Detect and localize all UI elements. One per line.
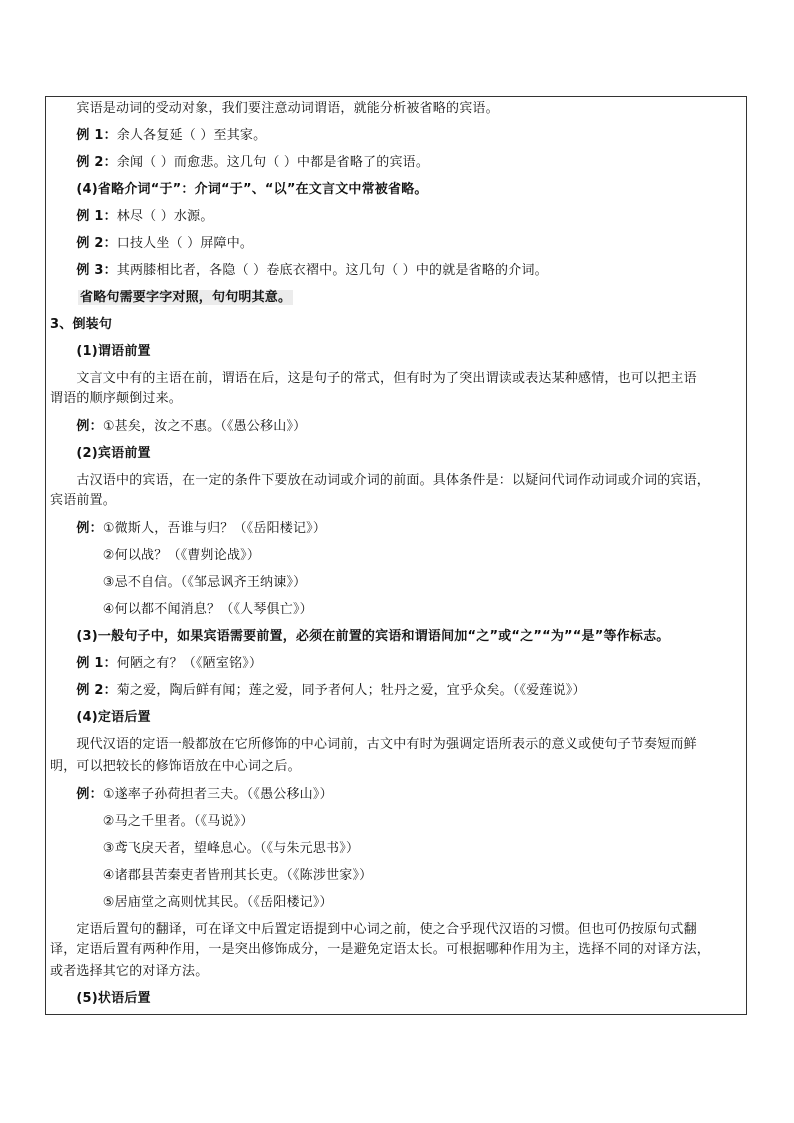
section-heading: 3、倒装句 bbox=[50, 317, 113, 332]
body-text: 或者选择其它的对译方法。 bbox=[50, 964, 209, 979]
text-line bbox=[50, 574, 306, 592]
example-label: 例： bbox=[50, 521, 103, 536]
text-line bbox=[50, 921, 697, 939]
text-line bbox=[50, 343, 151, 361]
text-line bbox=[50, 390, 182, 408]
body-text: 明，可以把较长的修饰语放在中心词之后。 bbox=[50, 759, 301, 774]
body-text: 古汉语中的宾语，在一定的条件下要放在动词或介词的前面。具体条件是：以疑问代词作动词或介词的宾语， bbox=[50, 473, 711, 488]
section-heading: (4)定语后置 bbox=[50, 710, 151, 725]
text-line bbox=[50, 758, 301, 776]
text-line bbox=[50, 472, 710, 490]
text-line bbox=[50, 813, 254, 831]
body-text: 文言文中有的主语在前，谓语在后，这是句子的常式，但有时为了突出谓读或表达某种感情，也可以把主语 bbox=[50, 371, 697, 386]
section-heading: (1)谓语前置 bbox=[50, 344, 151, 359]
text-line bbox=[50, 547, 260, 565]
text-line bbox=[50, 520, 326, 538]
text-line bbox=[50, 867, 372, 885]
text-line bbox=[50, 894, 333, 912]
example-label: 例： bbox=[50, 787, 103, 802]
text-line bbox=[50, 181, 428, 199]
body-text: 林尽（ ）水源。 bbox=[116, 209, 214, 224]
text-line bbox=[50, 990, 151, 1008]
example-label: 例 2： bbox=[50, 683, 117, 698]
text-line bbox=[50, 445, 151, 463]
text-line bbox=[50, 628, 669, 646]
example-label: 例 2： bbox=[50, 236, 117, 251]
body-text: 宾语是动词的受动对象，我们要注意动词谓语，就能分析被省略的宾语。 bbox=[50, 101, 499, 116]
text-line bbox=[50, 655, 262, 673]
text-line bbox=[50, 316, 112, 334]
body-text: 余人各复延（ ）至其家。 bbox=[116, 128, 267, 143]
highlight-note: 省略句需要字字对照，句句明其意。 bbox=[80, 290, 292, 305]
body-text: ②马之千里者。（《马说》） bbox=[50, 814, 254, 829]
body-text: ②何以战？（《曹刿论战》） bbox=[50, 548, 261, 563]
body-text: 余闻（ ）而愈悲。这几句（ ）中都是省略了的宾语。 bbox=[116, 155, 430, 170]
text-line bbox=[50, 840, 359, 858]
section-heading: (2)宾语前置 bbox=[50, 446, 151, 461]
text-line bbox=[50, 370, 697, 388]
section-heading: (3)一般句子中，如果宾语需要前置，必须在前置的宾语和谓语间加“之”或“之”“为”“是”等作标志。 bbox=[50, 629, 670, 644]
body-text: ①微斯人，吾谁与归？（《岳阳楼记》） bbox=[102, 521, 327, 536]
example-label: 例 1： bbox=[50, 209, 117, 224]
body-text: ④何以都不闻消息？（《人琴俱亡》） bbox=[50, 602, 313, 617]
text-line bbox=[50, 418, 306, 436]
text-line bbox=[50, 786, 333, 804]
example-label: 例 1： bbox=[50, 128, 117, 143]
body-text: 口技人坐（ ）屏障中。 bbox=[116, 236, 254, 251]
body-text: 定语后置句的翻译，可在译文中后置定语提到中心词之前，使之合乎现代汉语的习惯。但也可仍按原句式翻 bbox=[50, 922, 697, 937]
text-line bbox=[50, 682, 586, 700]
example-label: 例 1： bbox=[50, 656, 117, 671]
text-line bbox=[50, 601, 313, 619]
body-text: ③忌不自信。（《邹忌讽齐王纳谏》） bbox=[50, 575, 307, 590]
text-line bbox=[50, 262, 548, 280]
text-line bbox=[50, 941, 710, 959]
text-line bbox=[50, 736, 697, 754]
body-text: 现代汉语的定语一般都放在它所修饰的中心词前，古文中有时为强调定语所表示的意义或使句子节奏短而鲜 bbox=[50, 737, 697, 752]
text-line bbox=[50, 492, 116, 510]
text-line bbox=[78, 289, 293, 307]
text-line bbox=[50, 127, 266, 145]
body-text: ⑤居庙堂之高则忧其民。（《岳阳楼记》） bbox=[50, 895, 333, 910]
body-text: 译，定语后置有两种作用，一是突出修饰成分，一是避免定语太长。可根据哪种作用为主，选择不同的对译方法， bbox=[50, 942, 711, 957]
text-line bbox=[50, 154, 429, 172]
section-heading: (5)状语后置 bbox=[50, 991, 151, 1006]
body-text: ④诸郡县苦秦吏者皆刑其长吏。（《陈涉世家》） bbox=[50, 868, 373, 883]
text-line bbox=[50, 963, 208, 981]
text-line bbox=[50, 709, 151, 727]
body-text: ③鸢飞戾天者，望峰息心。（《与朱元思书》） bbox=[50, 841, 360, 856]
body-text: ①甚矣，汝之不惠。（《愚公移山》） bbox=[102, 419, 307, 434]
example-label: 例： bbox=[50, 419, 103, 434]
body-text: 谓语的顺序颠倒过来。 bbox=[50, 391, 183, 406]
section-heading: (4)省略介词“于”：介词“于”、“以”在文言文中常被省略。 bbox=[50, 182, 428, 197]
example-label: 例 2： bbox=[50, 155, 117, 170]
text-line bbox=[50, 235, 253, 253]
body-text: 其两膝相比者，各隐（ ）卷底衣褶中。这几句（ ）中的就是省略的介词。 bbox=[116, 263, 548, 278]
text-line bbox=[50, 100, 499, 118]
body-text: ①遂率子孙荷担者三夫。（《愚公移山》） bbox=[102, 787, 333, 802]
body-text: 菊之爱，陶后鲜有闻；莲之爱，同予者何人；牡丹之爱，宜乎众矣。（《爱莲说》） bbox=[116, 683, 586, 698]
example-label: 例 3： bbox=[50, 263, 117, 278]
text-line bbox=[50, 208, 214, 226]
body-text: 宾语前置。 bbox=[50, 493, 117, 508]
body-text: 何陋之有？（《陋室铭》） bbox=[116, 656, 263, 671]
